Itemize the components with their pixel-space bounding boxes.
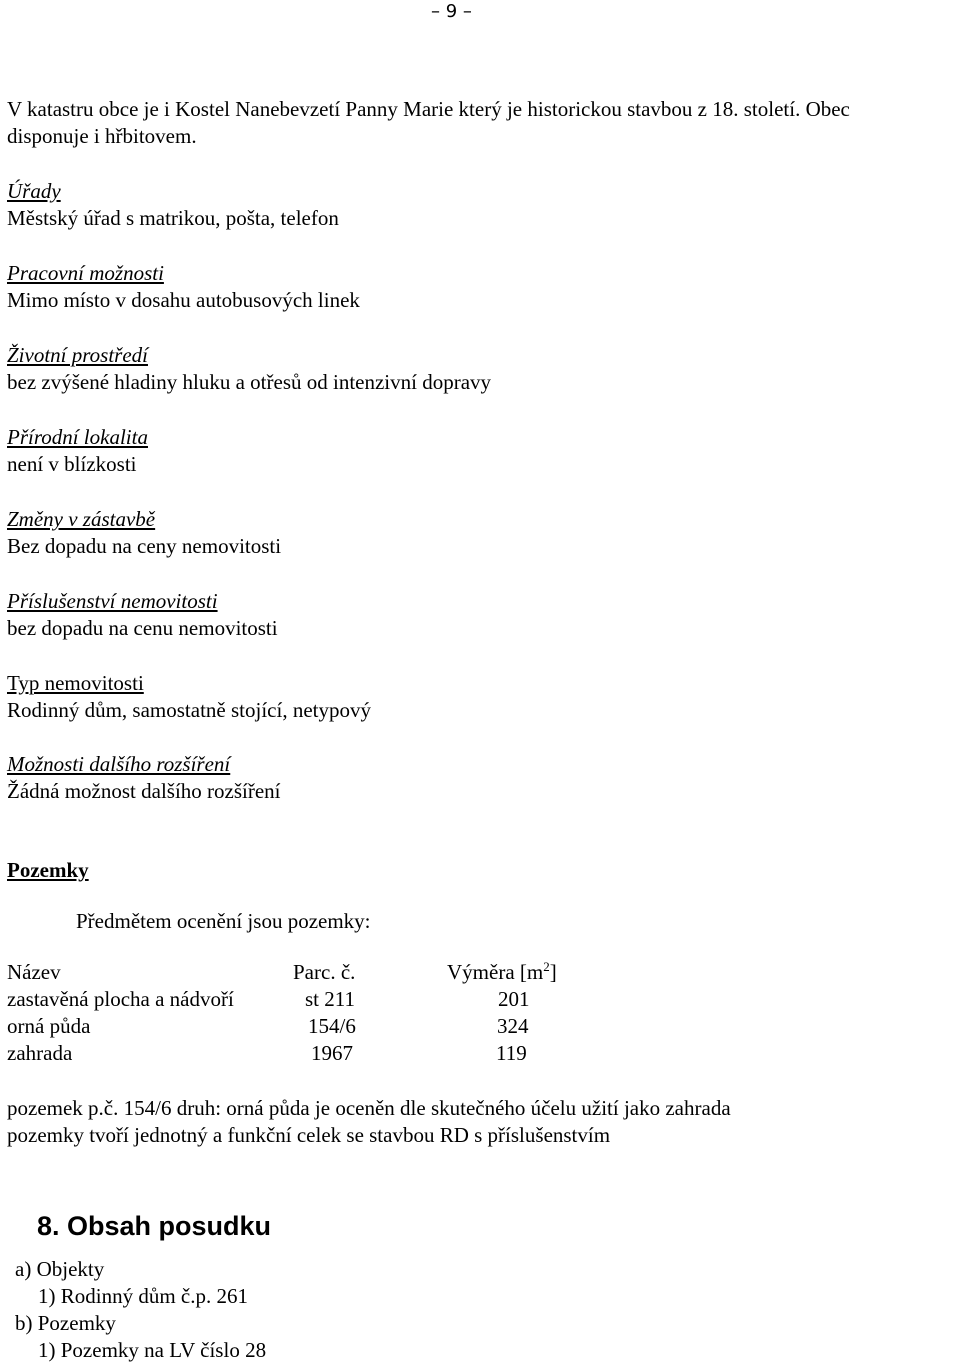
text-pracovni-moznosti: Mimo místo v dosahu autobusových linek — [7, 288, 360, 312]
table-header-name: Název — [7, 960, 61, 984]
obsah-item-a1: 1) Rodinný dům č.p. 261 — [38, 1284, 248, 1308]
intro-line-2: disponuje i hřbitovem. — [7, 124, 197, 148]
heading-moznosti-rozsireni: Možnosti dalšího rozšíření — [7, 752, 231, 776]
table-header-area: Výměra $[m^2]$ — [447, 959, 557, 984]
text-zivotni-prostredi: bez zvýšené hladiny hluku a otřesů od intenzivní dopravy — [7, 370, 492, 394]
text-moznosti-rozsireni: Žádná možnost dalšího rozšíření — [7, 779, 281, 803]
table-header-parc: Parc. č. — [293, 960, 356, 984]
heading-zivotni-prostredi: Životní prostředí — [7, 343, 148, 367]
heading-typ-nemovitosti: Typ nemovitosti — [7, 671, 144, 695]
heading-urady: Úřady — [7, 179, 61, 203]
obsah-item-b1: 1) Pozemky na LV číslo 28 — [38, 1338, 267, 1362]
heading-pozemky: Pozemky — [7, 858, 89, 882]
heading-zmeny-v-zastavbe: Změny v zástavbě — [7, 507, 156, 531]
pozemky-note-2: pozemky tvoří jednotný a funkční celek se stavbou RD s příslušenstvím — [7, 1123, 611, 1147]
text-prislusenstvi: bez dopadu na cenu nemovitosti — [7, 616, 278, 640]
table-row-3-area: 119 — [496, 1041, 527, 1065]
pozemky-note-1: pozemek p.č. 154/6 druh: orná půda je oceněn dle skutečného účelu užití jako zahrada — [7, 1096, 731, 1120]
table-row-2-area: 324 — [497, 1014, 529, 1038]
table-row-2-parc: 154/6 — [308, 1014, 356, 1038]
table-row-3-parc: 1967 — [311, 1041, 353, 1065]
text-urady: Městský úřad s matrikou, pošta, telefon — [7, 206, 339, 230]
intro-line-1: V katastru obce je i Kostel Nanebevzetí Panny Marie který je historickou stavbou z 18. století. Obec — [7, 97, 850, 121]
heading-obsah-posudku: 8. Obsah posudku — [37, 1211, 272, 1241]
obsah-item-a: a) Objekty — [15, 1257, 105, 1281]
pozemky-subtitle: Předmětem ocenění jsou pozemky: — [76, 909, 371, 933]
text-typ-nemovitosti: Rodinný dům, samostatně stojící, netypový — [7, 698, 371, 722]
table-row-2-name: orná půda — [7, 1014, 91, 1038]
table-row-1-parc: st 211 — [305, 987, 355, 1011]
text-prirodni-lokalita: není v blízkosti — [7, 452, 137, 476]
heading-prirodni-lokalita: Přírodní lokalita — [7, 425, 148, 449]
page-number: – 9 – — [431, 1, 472, 22]
heading-prislusenstvi: Příslušenství nemovitosti — [7, 589, 218, 613]
table-row-1-area: 201 — [498, 987, 530, 1011]
table-row-1-name: zastavěná plocha a nádvoří — [7, 987, 234, 1011]
obsah-item-b: b) Pozemky — [15, 1311, 116, 1335]
heading-pracovni-moznosti: Pracovní možnosti — [7, 261, 164, 285]
table-row-3-name: zahrada — [7, 1041, 73, 1065]
text-zmeny-v-zastavbe: Bez dopadu na ceny nemovitosti — [7, 534, 282, 558]
